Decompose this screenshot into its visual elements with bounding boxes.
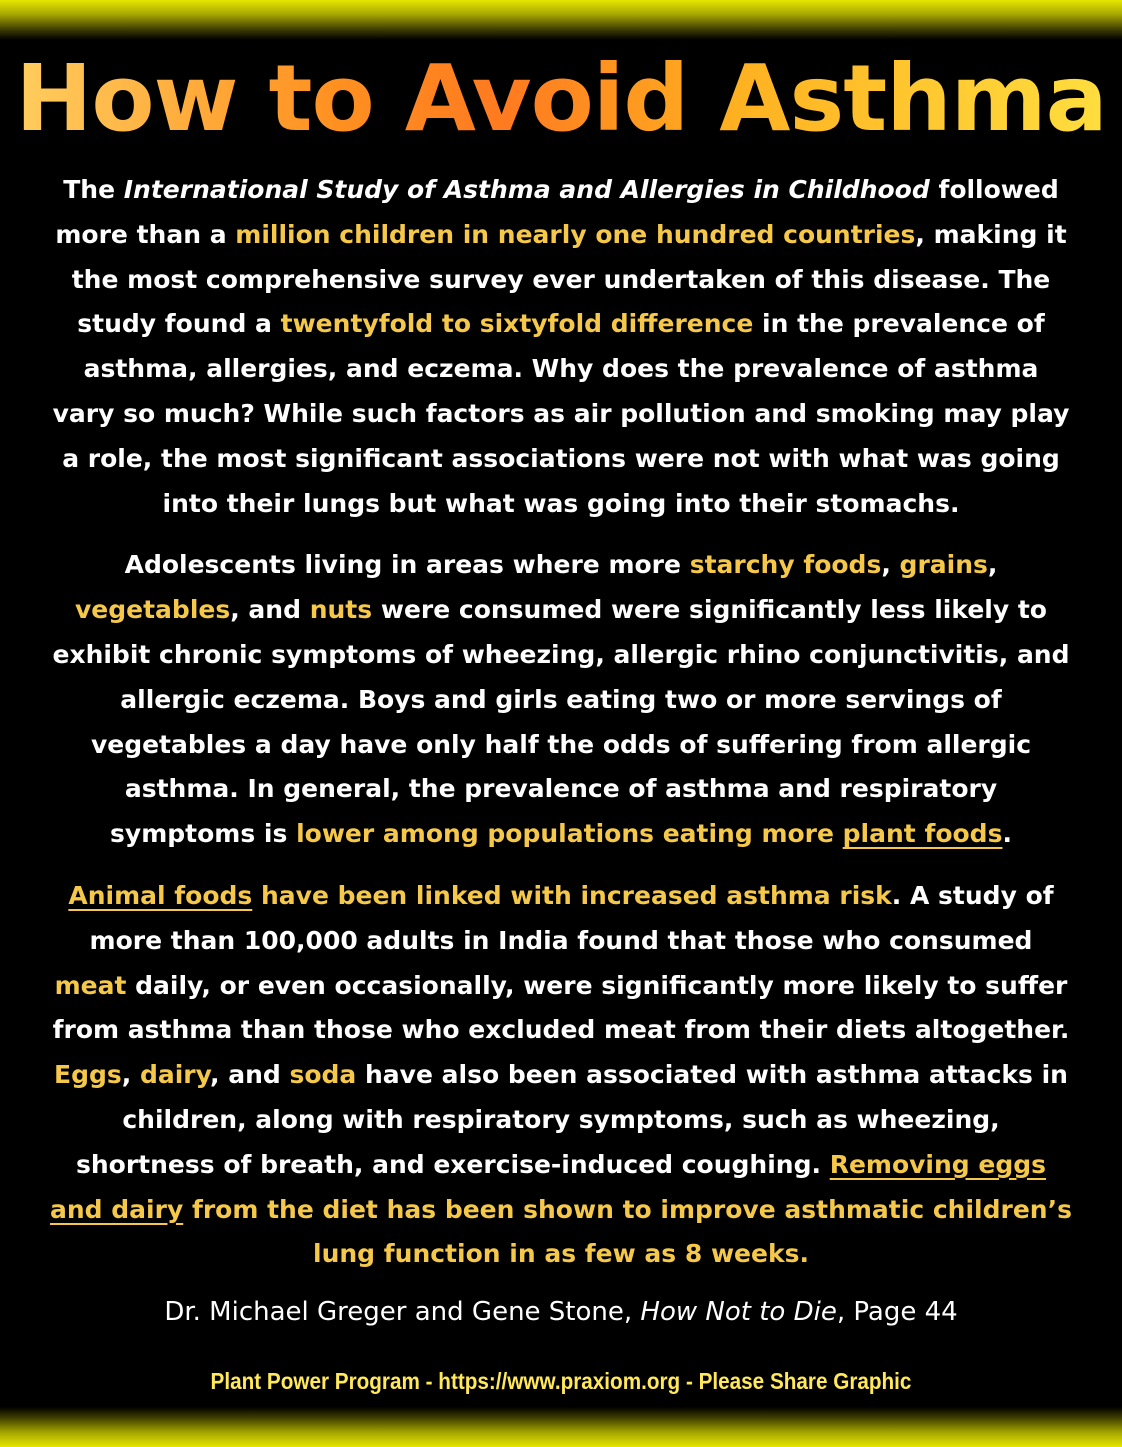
citation-book-title: How Not to Die [640,1297,837,1327]
highlight-asthma-risk: have been linked with increased asthma risk [252,880,892,910]
paragraph-3 [50,874,1072,1277]
highlight-lung-function: from the diet has been shown to improve asthmatic children’s lung function in as few as 8 weeks. [183,1194,1072,1269]
citation [0,1290,1122,1334]
highlight-dairy: dairy [139,1060,210,1090]
highlight-soda: soda [289,1060,357,1090]
p3-text-c: , [121,1060,140,1090]
link-removing-eggs-dairy[interactable]: Removing eggs and dairy [50,1149,1047,1224]
p3-text-a: . A study of more than 100,000 adults in India found that those who consumed [89,880,1054,955]
p3-text-e: have also been associated with asthma attacks in children, along with respiratory symptoms, such as wheezing, shortness of breath, and exercise-induced coughing. [75,1060,1068,1179]
p2-text-d: , and [230,595,310,625]
highlight-million-children: million children in nearly one hundred countries [235,219,916,249]
p2-text-f: . [1002,819,1012,849]
study-name: International Study of Asthma and Allergies in Childhood [123,175,930,204]
highlight-grains: grains [899,550,988,580]
highlight-eggs: Eggs [54,1060,122,1090]
p2-text-b: , [881,550,900,580]
p3-text-b: daily, or even occasionally, were significantly more likely to suffer from asthma than those who excluded meat from their diets altogether. [52,970,1070,1045]
highlight-vegetables: vegetables [75,595,231,625]
paragraph-1 [50,168,1072,526]
paragraph-2 [50,543,1072,857]
p1-text-d: in the prevalence of asthma, allergies, and eczema. Why does the prevalence of asthma vary so much? While such factors as air pollution and smoking may play a role, the most significant associations were not with what was going into their lungs but what was going into their stomachs. [52,309,1070,518]
highlight-nuts: nuts [309,595,373,625]
highlight-starchy-foods: starchy foods [689,550,882,580]
footer-credit: Plant Power Program - https://www.praxiom.org - Please Share Graphic [210,1368,912,1394]
p2-text-e: were consumed were significantly less likely to exhibit chronic symptoms of wheezing, allergic rhino conjunctivitis, and allergic eczema. Boys and girls eating two or more servings of vegetables a day have only half the odds of suffering from allergic asthma. In general, the prevalence of asthma and respiratory symptoms is [52,595,1070,849]
bottom-gradient-band [0,1407,1122,1447]
p1-text-b: followed more than a [55,175,1059,249]
citation-page: , Page 44 [836,1297,958,1327]
p1-text-a: The [63,175,124,204]
p2-text-c: , [987,550,998,580]
top-gradient-band [0,0,1122,40]
page-title: How to Avoid Asthma [0,44,1122,154]
p1-text-c: , making it the most comprehensive survey ever undertaken of this disease. The study found a [71,219,1067,339]
link-plant-foods[interactable]: plant foods [842,819,1003,849]
link-animal-foods[interactable]: Animal foods [68,880,253,910]
highlight-meat: meat [54,970,127,1000]
highlight-lower-among: lower among populations eating more [296,819,843,849]
citation-authors: Dr. Michael Greger and Gene Stone, [164,1297,641,1327]
highlight-twentyfold: twentyfold to sixtyfold difference [280,309,754,339]
article-body [50,168,1072,1277]
p3-text-d: , and [210,1060,290,1090]
p2-text-a: Adolescents living in areas where more [124,550,690,580]
